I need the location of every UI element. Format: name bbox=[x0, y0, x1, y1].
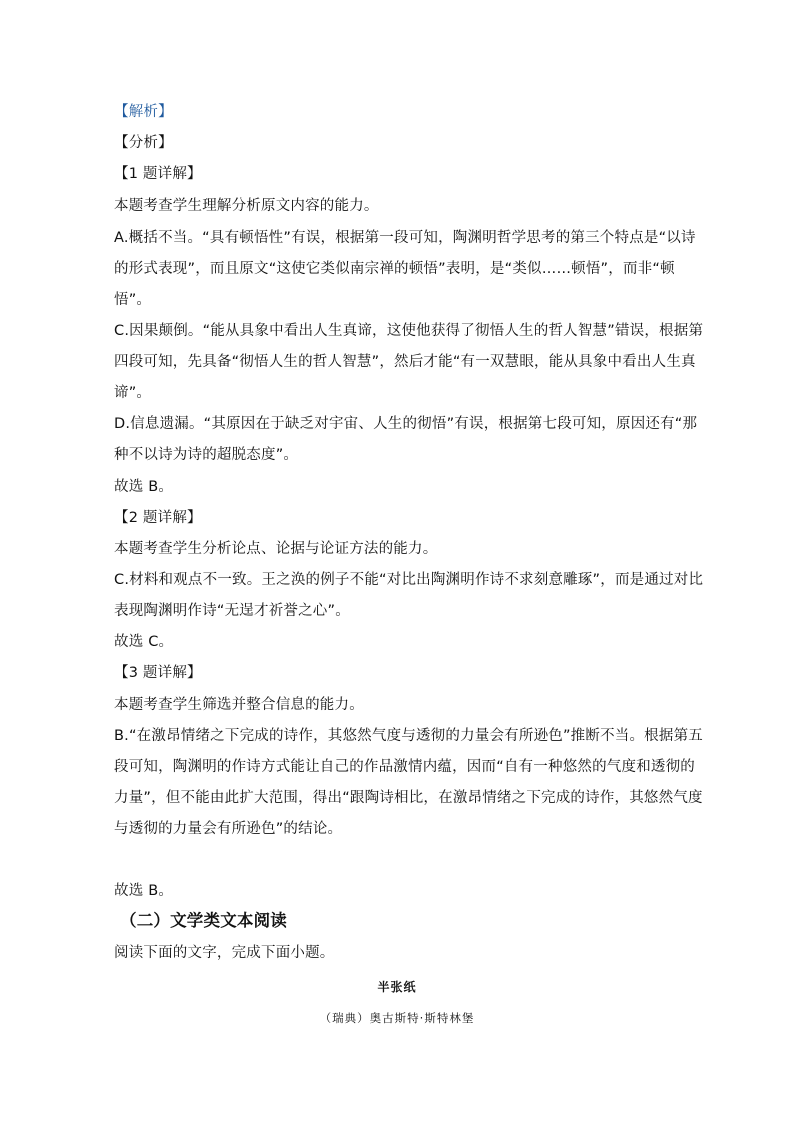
q3-option-b-line2: 段可知，陶渊明的作诗方式能让自己的作品激情内蕴，因而“自有一种悠然的气度和透彻的 bbox=[114, 759, 696, 775]
analysis-subheader: 【分析】 bbox=[114, 135, 173, 151]
q2-header: 【2 题详解】 bbox=[114, 510, 202, 526]
q3-answer: 故选 B。 bbox=[114, 883, 174, 899]
q1-header: 【1 题详解】 bbox=[114, 166, 202, 182]
analysis-header: 【解析】 bbox=[114, 104, 173, 120]
reading-instruction: 阅读下面的文字，完成下面小题。 bbox=[114, 945, 335, 961]
q1-option-c-line3: 谛”。 bbox=[114, 385, 152, 401]
q3-header: 【3 题详解】 bbox=[114, 665, 202, 681]
q3-option-b-line1: B.“在激昂情绪之下完成的诗作，其悠然气度与透彻的力量会有所逊色”推断不当。根据第五 bbox=[114, 728, 703, 744]
q1-option-d-line2: 种不以诗为诗的超脱态度”。 bbox=[114, 447, 299, 463]
passage-title: 半张纸 bbox=[377, 980, 417, 994]
q3-option-b-line3: 力量”，但不能由此扩大范围，得出“跟陶诗相比，在激昂情绪之下完成的诗作，其悠然气度 bbox=[114, 790, 703, 806]
section-title: （二）文学类文本阅读 bbox=[120, 911, 287, 930]
q1-option-a-line2: 的形式表现”，而且原文“这使它类似南宗禅的顿悟”表明，是“类似……顿悟”，而非“顿 bbox=[114, 261, 675, 277]
q1-option-a-line1: A.概括不当。“具有顿悟性”有误，根据第一段可知，陶渊明哲学思考的第三个特点是“以诗 bbox=[114, 230, 696, 246]
q1-option-c-line1: C.因果颠倒。“能从具象中看出人生真谛，这使他获得了彻悟人生的哲人智慧”错误，根据第 bbox=[114, 323, 704, 339]
passage-author: （瑞典）奥古斯特·斯特林堡 bbox=[319, 1011, 475, 1025]
q1-option-c-line2: 四段可知，先具备“彻悟人生的哲人智慧”，然后才能“有一双慧眼，能从具象中看出人生真 bbox=[114, 354, 696, 370]
q1-option-d-line1: D.信息遗漏。“其原因在于缺乏对宇宙、人生的彻悟”有误，根据第七段可知，原因还有“那 bbox=[114, 416, 698, 432]
q3-option-b-line4: 与透彻的力量会有所逊色”的结论。 bbox=[114, 821, 343, 837]
q2-answer: 故选 C。 bbox=[114, 634, 174, 650]
q3-intro: 本题考查学生筛选并整合信息的能力。 bbox=[114, 697, 364, 713]
q1-answer: 故选 B。 bbox=[114, 479, 174, 495]
q2-intro: 本题考查学生分析论点、论据与论证方法的能力。 bbox=[114, 541, 438, 557]
q1-option-a-line3: 悟”。 bbox=[114, 292, 152, 308]
q2-option-c-line2: 表现陶渊明作诗“无逞才祈誉之心”。 bbox=[114, 603, 350, 619]
q1-intro: 本题考查学生理解分析原文内容的能力。 bbox=[114, 198, 379, 214]
q2-option-c-line1: C.材料和观点不一致。王之涣的例子不能“对比出陶渊明作诗不求刻意雕琢”，而是通过对比 bbox=[114, 572, 704, 588]
